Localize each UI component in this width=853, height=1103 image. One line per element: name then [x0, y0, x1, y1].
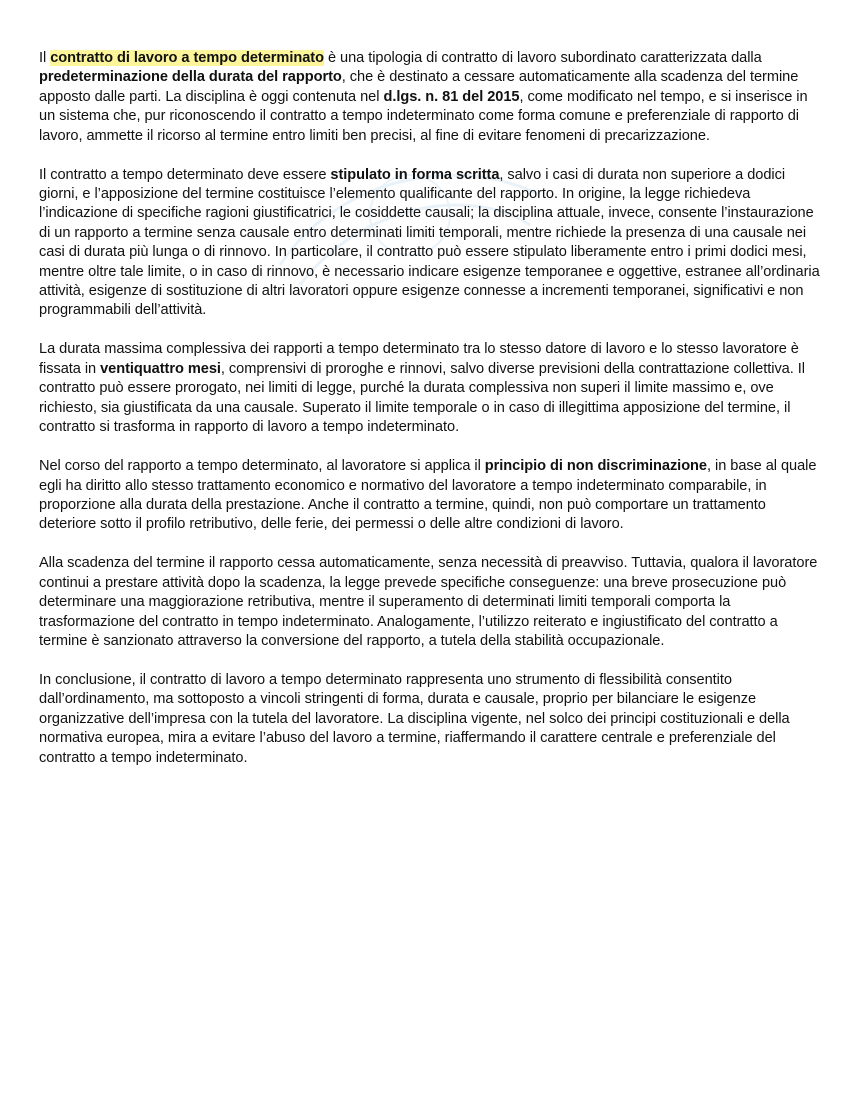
text-run: Nel corso del rapporto a tempo determinato, al lavoratore si applica il — [39, 458, 485, 475]
text-run: , in base al quale egli ha diritto allo stesso trattamento economico e normativo del lavoratore a tempo indeterminato comparabile, in proporzione alla durata della prestazione. Anche il contratto a termine, quindi, non può comportare un trattamento deteriore sotto il profilo retributivo, delle ferie, dei permessi o delle altre condizioni di lavoro. — [39, 458, 817, 533]
text-run: Il contratto a tempo determinato deve essere — [39, 166, 331, 183]
text-run: Il — [39, 50, 51, 66]
paragraph-3 — [39, 340, 824, 437]
text-run: Alla scadenza del termine il rapporto cessa automaticamente, senza necessità di preavviso. Tuttavia, qualora il lavoratore continui a prestare attività dopo la scadenza, la legge prevede specifiche conseguenze: una breve prosecuzione può determinare una maggiorazione retributiva, mentre il superamento di determinati limiti temporali comporta la trasformazione del contratto in tempo indeterminato. Analogamente, l’utilizzo reiterato e ingiustificato del contratto a termine è sanzionato attraverso la conversione del rapporto, a tutela della stabilità occupazionale. — [39, 555, 818, 649]
paragraph-5 — [39, 554, 824, 651]
document-body — [39, 49, 824, 788]
bold-term: predeterminazione della durata del rapporto — [39, 69, 342, 86]
text-run: La durata massima complessiva dei rapporti a tempo determinato tra lo stesso datore di lavoro e lo stesso lavoratore è fissata in — [39, 341, 799, 377]
bold-term: d.lgs. n. 81 del 2015 — [383, 88, 520, 105]
text-run: , come modificato nel tempo, e si inserisce in un sistema che, pur riconoscendo il contratto a tempo indeterminato come forma comune e preferenziale di rapporto di lavoro, ammette il ricorso al termine entro limiti ben precisi, al fine di evitare fenomeni di precarizzazione. — [39, 88, 808, 144]
paragraph-2 — [39, 166, 824, 321]
bold-term: principio di non discriminazione — [484, 458, 707, 475]
bold-term: ventiquattro mesi — [100, 360, 221, 377]
text-run: è una tipologia di contratto di lavoro subordinato caratterizzata dalla — [323, 50, 762, 66]
paragraph-1 — [39, 49, 824, 146]
paragraph-4 — [39, 457, 824, 535]
highlighted-term: contratto di lavoro a tempo determinato — [50, 50, 324, 66]
text-run: , salvo i casi di durata non superiore a dodici giorni, e l’apposizione del termine costituisce l’elemento qualificante del rapporto. In origine, la legge richiedeva l’indicazione di specifiche ragioni giustificatrici, le cosiddette causali; la disciplina attuale, invece, consente l’instaurazione di un rapporto a termine senza causale entro determinati limiti temporali, mentre richiede la presenza di una causale nei casi di durata più lunga o di rinnovo. In particolare, il contratto può essere stipulato liberamente entro i primi dodici mesi, mentre oltre tale limite, o in caso di rinnovo, è necessario indicare esigenze temporanee e oggettive, estranee all’ordinaria attività, esigenze di sostituzione di altri lavoratori oppure esigenze connesse a incrementi temporanei, significativi e non programmabili dell’attività. — [39, 166, 820, 319]
paragraph-6 — [39, 671, 824, 768]
text-run: , che è destinato a cessare automaticamente alla scadenza del termine apposto dalle parti. La disciplina è oggi contenuta nel — [39, 69, 799, 105]
bold-term: stipulato in forma scritta — [330, 166, 500, 183]
text-run: In conclusione, il contratto di lavoro a tempo determinato rappresenta uno strumento di flessibilità consentito dall’ordinamento, ma sottoposto a vincoli stringenti di forma, durata e causale, proprio per bilanciare le esigenze organizzative dell’impresa con la tutela del lavoratore. La disciplina vigente, nel solco dei principi costituzionali e della normativa europea, mira a evitare l’abuso del lavoro a termine, riaffermando il carattere centrale e preferenziale del contratto a tempo indeterminato. — [39, 671, 790, 766]
text-run: , comprensivi di proroghe e rinnovi, salvo diverse previsioni della contrattazione collettiva. Il contratto può essere prorogato, nei limiti di legge, purché la durata complessiva non superi il limite massimo e, ove richiesto, sia giustificata da una causale. Superato il limite temporale o in caso di illegittima apposizione del termine, il contratto si trasforma in rapporto di lavoro a tempo indeterminato. — [39, 360, 805, 436]
